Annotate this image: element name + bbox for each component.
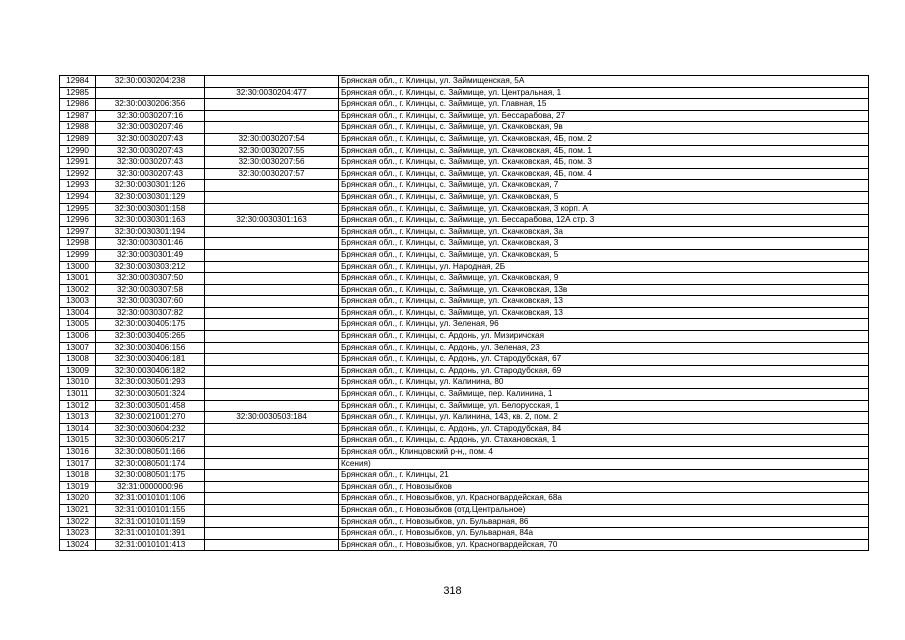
table-row [60,273,869,285]
cadastral-number-cell: 32:30:0030307:60 [96,296,205,308]
table-row [60,504,869,516]
address-cell: Брянская обл., г. Новозыбков [339,481,869,493]
cadastral-number-cell: 32:31:0010101:413 [96,539,205,551]
row-number-cell: 12997 [60,226,96,238]
linked-cadastral-number-cell [205,307,339,319]
address-cell: Брянская обл., г. Клинцы, с. Ардонь, ул. Зеленая, 23 [339,342,869,354]
cadastral-number-cell: 32:30:0030604:232 [96,423,205,435]
row-number-cell: 13014 [60,423,96,435]
table-row [60,87,869,99]
cadastral-number-cell: 32:30:0030301:126 [96,180,205,192]
row-number-cell: 13022 [60,516,96,528]
row-number-cell: 12991 [60,157,96,169]
address-cell: Брянская обл., г. Клинцы, с. Ардонь, ул. Стародубская, 69 [339,365,869,377]
cadastral-number-cell: 32:31:0010101:106 [96,493,205,505]
linked-cadastral-number-cell: 32:30:0030207:54 [205,133,339,145]
table-row [60,481,869,493]
cadastral-number-cell: 32:30:0030207:16 [96,110,205,122]
address-cell: Брянская обл., г. Новозыбков, ул. Бульварная, 84а [339,528,869,540]
address-cell: Брянская обл., г. Клинцы, с. Займище, ул. Скачковская, 13в [339,284,869,296]
linked-cadastral-number-cell [205,319,339,331]
linked-cadastral-number-cell [205,284,339,296]
linked-cadastral-number-cell [205,180,339,192]
address-cell: Брянская обл., г. Клинцы, с. Займище, ул. Белорусская, 1 [339,400,869,412]
table-row [60,458,869,470]
row-number-cell: 12987 [60,110,96,122]
cadastral-number-cell: 32:30:0080501:166 [96,447,205,459]
address-cell: Брянская обл., г. Новозыбков, ул. Красногвардейская, 68а [339,493,869,505]
address-cell: Брянская обл., Клинцовский р-н,, пом. 4 [339,447,869,459]
cadastral-number-cell: 32:31:0010101:159 [96,516,205,528]
cadastral-number-cell: 32:30:0030207:43 [96,168,205,180]
cadastral-number-cell: 32:30:0030301:46 [96,238,205,250]
address-cell: Брянская обл., г. Клинцы, с. Займище, ул. Центральная, 1 [339,87,869,99]
address-cell: Брянская обл., г. Клинцы, с. Займище, ул. Скачковская, 4Б, пом. 2 [339,133,869,145]
table-row [60,157,869,169]
table-row [60,133,869,145]
row-number-cell: 12984 [60,76,96,88]
row-number-cell: 13020 [60,493,96,505]
address-cell: Брянская обл., г. Клинцы, с. Займище, ул. Скачковская, 4Б, пом. 4 [339,168,869,180]
cadastral-number-cell: 32:31:0000000:96 [96,481,205,493]
table-row [60,331,869,343]
cadastral-number-cell: 32:30:0030207:43 [96,145,205,157]
linked-cadastral-number-cell: 32:30:0030207:55 [205,145,339,157]
linked-cadastral-number-cell [205,261,339,273]
address-cell: Брянская обл., г. Клинцы, с. Займище, ул. Скачковская, 5 [339,191,869,203]
linked-cadastral-number-cell [205,389,339,401]
row-number-cell: 13010 [60,377,96,389]
address-cell: Брянская обл., г. Клинцы, ул. Калинина, 143, кв. 2, пом. 2 [339,412,869,424]
table-row [60,377,869,389]
linked-cadastral-number-cell: 32:30:0030207:57 [205,168,339,180]
row-number-cell: 12998 [60,238,96,250]
linked-cadastral-number-cell [205,528,339,540]
linked-cadastral-number-cell: 32:30:0030207:56 [205,157,339,169]
address-cell: Брянская обл., г. Клинцы, с. Ардонь, ул. Стародубская, 67 [339,354,869,366]
linked-cadastral-number-cell [205,99,339,111]
linked-cadastral-number-cell [205,504,339,516]
table-row [60,365,869,377]
row-number-cell: 13000 [60,261,96,273]
linked-cadastral-number-cell [205,400,339,412]
cadastral-number-cell: 32:30:0030301:163 [96,215,205,227]
linked-cadastral-number-cell: 32:30:0030204:477 [205,87,339,99]
address-cell: Брянская обл., г. Клинцы, ул. Калинина, 80 [339,377,869,389]
table-row [60,389,869,401]
address-cell: Брянская обл., г. Клинцы, с. Займище, ул. Скачковская, 3а [339,226,869,238]
cadastral-number-cell: 32:30:0030406:182 [96,365,205,377]
row-number-cell: 13005 [60,319,96,331]
row-number-cell: 12985 [60,87,96,99]
address-cell: Брянская обл., г. Клинцы, с. Займище, ул. Главная, 15 [339,99,869,111]
cadastral-number-cell: 32:30:0030303:212 [96,261,205,273]
row-number-cell: 13021 [60,504,96,516]
linked-cadastral-number-cell [205,331,339,343]
row-number-cell: 13003 [60,296,96,308]
cadastral-number-cell: 32:30:0030501:324 [96,389,205,401]
page-number: 318 [443,585,462,597]
row-number-cell: 13007 [60,342,96,354]
row-number-cell: 13006 [60,331,96,343]
row-number-cell: 13002 [60,284,96,296]
address-cell: Брянская обл., г. Клинцы, ул. Займищенская, 5А [339,76,869,88]
cadastral-number-cell: 32:31:0010101:391 [96,528,205,540]
linked-cadastral-number-cell [205,435,339,447]
address-cell: Брянская обл., г. Новозыбков, ул. Бульварная, 86 [339,516,869,528]
cadastral-number-cell: 32:30:0030207:46 [96,122,205,134]
table-row [60,307,869,319]
linked-cadastral-number-cell [205,470,339,482]
cadastral-number-cell: 32:30:0030301:129 [96,191,205,203]
linked-cadastral-number-cell [205,249,339,261]
linked-cadastral-number-cell [205,342,339,354]
cadastral-number-cell: 32:30:0030307:82 [96,307,205,319]
row-number-cell: 13013 [60,412,96,424]
row-number-cell: 12993 [60,180,96,192]
row-number-cell: 13016 [60,447,96,459]
cadastral-number-cell: 32:30:0030301:194 [96,226,205,238]
linked-cadastral-number-cell [205,226,339,238]
address-cell: Брянская обл., г. Клинцы, с. Займище, ул. Скачковская, 4Б, пом. 3 [339,157,869,169]
table-row [60,400,869,412]
linked-cadastral-number-cell [205,365,339,377]
table-row [60,319,869,331]
address-cell: Брянская обл., г. Клинцы, с. Займище, пер. Калинина, 1 [339,389,869,401]
row-number-cell: 13001 [60,273,96,285]
cadastral-number-cell: 32:30:0030207:43 [96,133,205,145]
address-cell: Брянская обл., г. Клинцы, с. Займище, ул. Скачковская, 4Б, пом. 1 [339,145,869,157]
linked-cadastral-number-cell [205,458,339,470]
table-row [60,145,869,157]
table-row [60,215,869,227]
table-row [60,122,869,134]
linked-cadastral-number-cell [205,423,339,435]
table-row [60,249,869,261]
row-number-cell: 13009 [60,365,96,377]
linked-cadastral-number-cell [205,76,339,88]
table-row [60,412,869,424]
address-cell: Брянская обл., г. Клинцы, с. Ардонь, ул. Стахановская, 1 [339,435,869,447]
table-row [60,539,869,551]
linked-cadastral-number-cell [205,110,339,122]
row-number-cell: 13024 [60,539,96,551]
cadastral-number-cell [96,87,205,99]
cadastral-number-cell: 32:30:0080501:175 [96,470,205,482]
cadastral-number-cell: 32:30:0030406:181 [96,354,205,366]
address-cell: Брянская обл., г. Клинцы, с. Займище, ул. Скачковская, 9 [339,273,869,285]
table-row [60,191,869,203]
cadastral-number-cell: 32:30:0030206:356 [96,99,205,111]
linked-cadastral-number-cell [205,377,339,389]
table-row [60,238,869,250]
row-number-cell: 12999 [60,249,96,261]
cadastral-number-cell: 32:30:0030501:458 [96,400,205,412]
table-row [60,76,869,88]
linked-cadastral-number-cell [205,296,339,308]
registry-table-body [60,76,869,551]
table-row [60,493,869,505]
address-cell: Брянская обл., г. Новозыбков (отд.Центральное) [339,504,869,516]
table-row [60,342,869,354]
table-row [60,226,869,238]
table-row [60,284,869,296]
table-row [60,261,869,273]
cadastral-number-cell: 32:30:0030501:293 [96,377,205,389]
cadastral-number-cell: 32:30:0030406:156 [96,342,205,354]
address-cell: Брянская обл., г. Клинцы, с. Займище, ул. Скачковская, 13 [339,296,869,308]
table-row [60,110,869,122]
linked-cadastral-number-cell [205,191,339,203]
row-number-cell: 12992 [60,168,96,180]
cadastral-number-cell: 32:31:0010101:155 [96,504,205,516]
row-number-cell: 12989 [60,133,96,145]
row-number-cell: 12994 [60,191,96,203]
cadastral-number-cell: 32:30:0030605:217 [96,435,205,447]
row-number-cell: 12986 [60,99,96,111]
table-row [60,203,869,215]
linked-cadastral-number-cell [205,539,339,551]
table-row [60,470,869,482]
cadastral-number-cell: 32:30:0030204:238 [96,76,205,88]
table-row [60,516,869,528]
cadastral-number-cell: 32:30:0080501:174 [96,458,205,470]
address-cell: Брянская обл., г. Клинцы, с. Займище, ул. Скачковская, 5 [339,249,869,261]
row-number-cell: 13008 [60,354,96,366]
table-row [60,447,869,459]
table-row [60,435,869,447]
address-cell: Ксения) [339,458,869,470]
cadastral-number-cell: 32:30:0030405:265 [96,331,205,343]
address-cell: Брянская обл., г. Клинцы, 21 [339,470,869,482]
table-row [60,99,869,111]
address-cell: Брянская обл., г. Клинцы, с. Займище, ул. Скачковская, 7 [339,180,869,192]
row-number-cell: 13015 [60,435,96,447]
address-cell: Брянская обл., г. Клинцы, с. Займище, ул. Скачковская, 3 [339,238,869,250]
row-number-cell: 12990 [60,145,96,157]
address-cell: Брянская обл., г. Клинцы, с. Займище, ул. Бессарабова, 27 [339,110,869,122]
row-number-cell: 12995 [60,203,96,215]
linked-cadastral-number-cell [205,493,339,505]
address-cell: Брянская обл., г. Клинцы, с. Ардонь, ул. Стародубская, 84 [339,423,869,435]
row-number-cell: 13011 [60,389,96,401]
row-number-cell: 13017 [60,458,96,470]
linked-cadastral-number-cell: 32:30:0030503:184 [205,412,339,424]
table-row [60,180,869,192]
table-row [60,296,869,308]
linked-cadastral-number-cell: 32:30:0030301:163 [205,215,339,227]
table-row [60,423,869,435]
linked-cadastral-number-cell [205,481,339,493]
address-cell: Брянская обл., г. Клинцы, с. Ардонь, ул. Мизиричская [339,331,869,343]
linked-cadastral-number-cell [205,238,339,250]
cadastral-number-cell: 32:30:0030405:175 [96,319,205,331]
cadastral-number-cell: 32:30:0030307:58 [96,284,205,296]
table-row [60,528,869,540]
cadastral-number-cell: 32:30:0021001:270 [96,412,205,424]
registry-table [59,75,869,551]
address-cell: Брянская обл., г. Клинцы, ул. Зеленая, 96 [339,319,869,331]
cadastral-number-cell: 32:30:0030301:158 [96,203,205,215]
linked-cadastral-number-cell [205,447,339,459]
address-cell: Брянская обл., г. Клинцы, с. Займище, ул. Бессарабова, 12А стр. 3 [339,215,869,227]
table-row [60,168,869,180]
row-number-cell: 13023 [60,528,96,540]
cadastral-number-cell: 32:30:0030307:50 [96,273,205,285]
linked-cadastral-number-cell [205,122,339,134]
address-cell: Брянская обл., г. Новозыбков, ул. Красногвардейская, 70 [339,539,869,551]
address-cell: Брянская обл., г. Клинцы, с. Займище, ул. Скачковская, 3 корп. А [339,203,869,215]
row-number-cell: 12996 [60,215,96,227]
linked-cadastral-number-cell [205,354,339,366]
linked-cadastral-number-cell [205,273,339,285]
table-row [60,354,869,366]
address-cell: Брянская обл., г. Клинцы, с. Займище, ул. Скачковская, 13 [339,307,869,319]
cadastral-number-cell: 32:30:0030301:49 [96,249,205,261]
row-number-cell: 13018 [60,470,96,482]
linked-cadastral-number-cell [205,203,339,215]
address-cell: Брянская обл., г. Клинцы, с. Займище, ул. Скачковская, 9в [339,122,869,134]
row-number-cell: 13012 [60,400,96,412]
row-number-cell: 13019 [60,481,96,493]
row-number-cell: 12988 [60,122,96,134]
address-cell: Брянская обл., г. Клинцы, ул. Народная, 2Б [339,261,869,273]
row-number-cell: 13004 [60,307,96,319]
cadastral-number-cell: 32:30:0030207:43 [96,157,205,169]
linked-cadastral-number-cell [205,516,339,528]
